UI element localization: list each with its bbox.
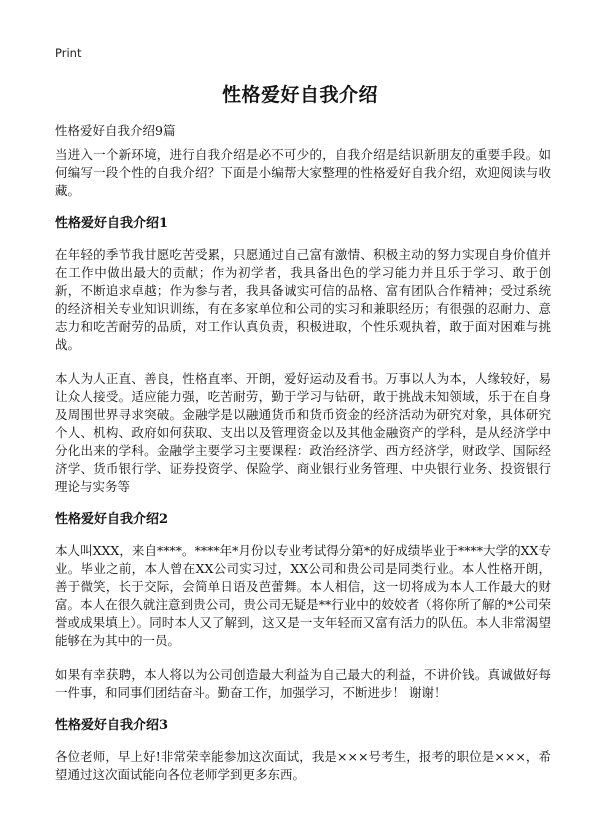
section-1-paragraph-2: 本人为人正直、善良，性格直率、开朗，爱好运动及看书。万事以人为本，人缘较好，易让众人接受。适应能力强，吃苦耐劳，勤于学习与钻研，敢于挑战未知领域，乐于在自身及周围世界寻求突破。金融学是以融通货币和货币资金的经济活动为研究对象，具体研究个人、机构、政府如何获取、支出以及管理资金以及其他金融资产的学科，是从经济学中分化出来的学科。金融学主要学习主要课程：政治经济学、西方经济学，财政学、国际经济学、货币银行学、证券投资学、保险学、商业银行业务管理、中央银行业务、投资银行理论与实务等 xyxy=(55,371,551,494)
print-link[interactable]: Print xyxy=(55,46,82,60)
page-title: 性格爱好自我介绍 xyxy=(221,84,378,106)
section-heading-3: 性格爱好自我介绍3 xyxy=(55,718,169,733)
section-2-paragraph-1: 本人叫XXX，来自****。****年*月份以专业考试得分第*的好成绩毕业于****大学的XX专业。毕业之前，本人曾在XX公司实习过，XX公司和贵公司是同类行业。本人性格开朗，善于微笑，长于交际，会简单日语及芭蕾舞。本人相信，这一切将成为本人工作最大的财富。本人在很久就注意到贵公司，贵公司无疑是**行业中的姣姣者（将你所了解的*公司荣誉或成果填上）。同时本人又了解到，这又是一支年轻而又富有活力的队伍。本人非常渴望能够在为其中的一员。 xyxy=(55,543,551,648)
section-heading-1: 性格爱好自我介绍1 xyxy=(55,216,169,231)
document-body xyxy=(55,146,551,800)
intro-paragraph: 当进入一个新环境，进行自我介绍是必不可少的，自我介绍是结识新朋友的重要手段。如何编写一段个性的自我介绍？下面是小编帮大家整理的性格爱好自我介绍，欢迎阅读与收藏。 xyxy=(55,147,551,198)
section-3-paragraph-1: 各位老师，早上好!非常荣幸能参加这次面试，我是×××号考生，报考的职位是×××，希望通过这次面试能向各位老师学到更多东西。 xyxy=(55,749,551,782)
section-heading-2: 性格爱好自我介绍2 xyxy=(55,512,169,527)
section-2-paragraph-2: 如果有幸获聘，本人将以为公司创造最大利益为自己最大的利益，不讲价钱。真诚做好每一件事，和同事们团结奋斗。勤奋工作，加强学习，不断进步！ 谢谢！ xyxy=(55,667,551,700)
section-1-paragraph-1: 在年轻的季节我甘愿吃苦受累，只愿通过自己富有激情、积极主动的努力实现自身价值并在工作中做出最大的贡献；作为初学者，我具备出色的学习能力并且乐于学习、敢于创新，不断追求卓越；作为参与者，我具备诚实可信的品格、富有团队合作精神；受过系统的经济相关专业知识训练，有在多家单位和公司的实习和兼职经历；有很强的忍耐力、意志力和吃苦耐劳的品质，对工作认真负责，积极进取，个性乐观执着，敢于面对困难与挑战。 xyxy=(55,247,551,352)
document-subtitle: 性格爱好自我介绍9篇 xyxy=(55,123,176,138)
